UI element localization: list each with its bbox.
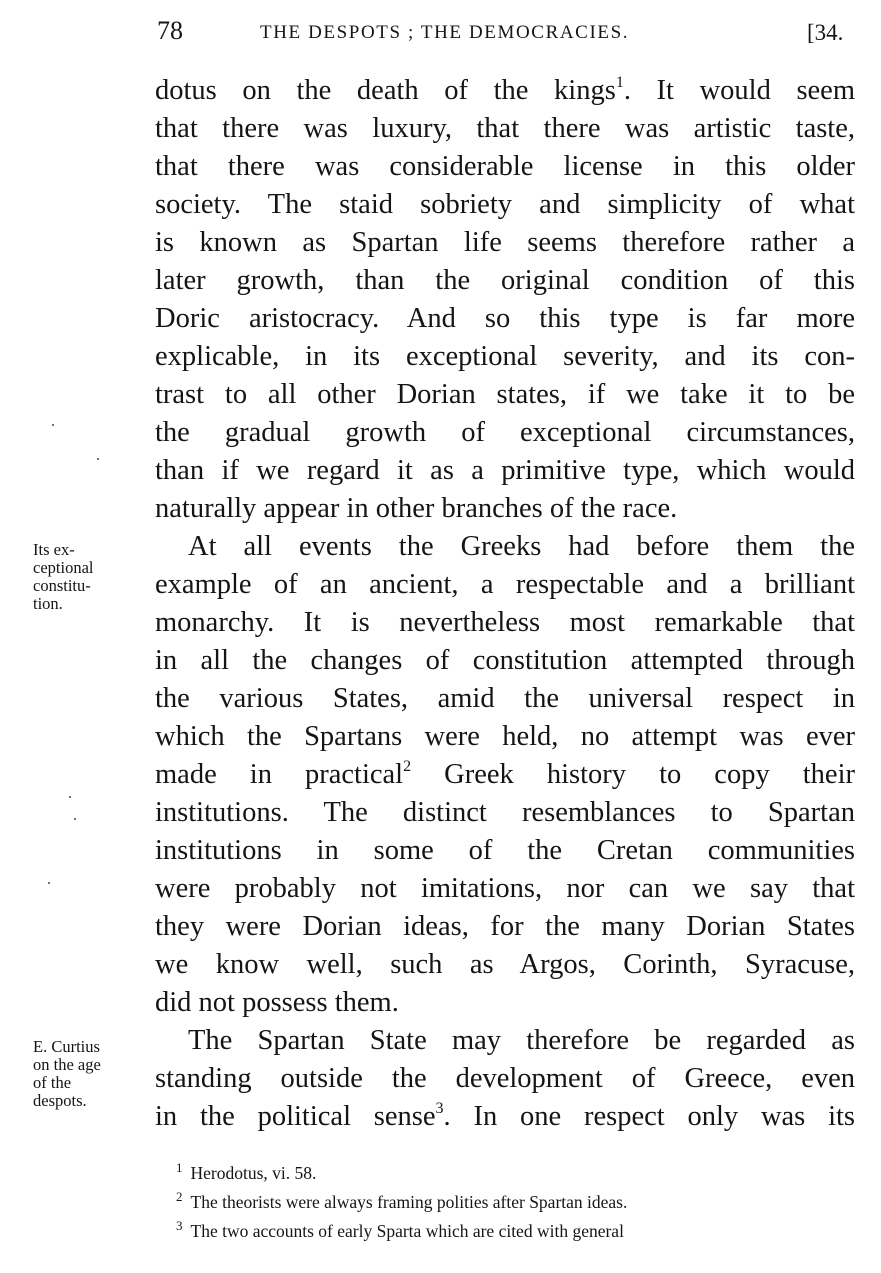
text-line: the gradual growth of exceptional circumstances, <box>155 417 855 448</box>
text-line: trast to all other Dorian states, if we take it to be <box>155 379 855 410</box>
print-speck <box>97 458 99 460</box>
footnote-ref-2: 2 <box>403 758 412 775</box>
text-line: society. The staid sobriety and simplicity of what <box>155 189 855 220</box>
text-line: dotus on the death of the kings$^1$. It would seem <box>155 74 855 106</box>
text-line: were probably not imitations, nor can we say that <box>155 873 855 904</box>
text-line: is known as Spartan life seems therefore rather a <box>155 227 855 258</box>
text-line: naturally appear in other branches of the race. <box>155 493 678 524</box>
text-line: that there was considerable license in this older <box>155 151 855 182</box>
running-header <box>155 14 860 48</box>
text-line: we know well, such as Argos, Corinth, Syracuse, <box>155 949 855 980</box>
page-number: 78 <box>157 16 183 45</box>
text-line: institutions in some of the Cretan communities <box>155 835 855 866</box>
side-note-exceptional-constitution: Its ex- ceptional constitu- tion. <box>33 540 94 613</box>
text-line: did not possess them. <box>155 987 399 1018</box>
side-note-curtius: E. Curtius on the age of the despots. <box>33 1037 101 1110</box>
footnotes <box>176 1159 856 1246</box>
text-line: the various States, amid the universal respect in <box>155 683 855 714</box>
text-line: than if we regard it as a primitive type, which would <box>155 455 855 486</box>
text-line: Doric aristocracy. And so this type is far more <box>155 303 855 334</box>
text-line: made in practical$^2$ Greek history to copy their <box>155 758 855 790</box>
text-line: which the Spartans were held, no attempt was ever <box>155 721 855 752</box>
text-line: explicable, in its exceptional severity, and its con- <box>155 341 855 372</box>
section-marker: [34. <box>807 20 844 45</box>
text-line: that there was luxury, that there was artistic taste, <box>155 113 855 144</box>
print-speck <box>52 424 54 426</box>
text-line: they were Dorian ideas, for the many Dorian States <box>155 911 855 942</box>
text-line: institutions. The distinct resemblances to Spartan <box>155 797 855 828</box>
print-speck <box>69 796 71 798</box>
text-line: At all events the Greeks had before them the <box>188 531 855 562</box>
footnote-ref-1: 1 <box>615 74 624 91</box>
footnote: $^2$ The theorists were always framing polities after Spartan ideas. <box>176 1189 628 1212</box>
body-text <box>155 72 855 1136</box>
text-line: The Spartan State may therefore be regarded as <box>188 1025 855 1056</box>
text-line: in the political sense$^3$. In one respect only was its <box>155 1100 855 1132</box>
running-title: THE DESPOTS ; THE DEMOCRACIES. <box>260 22 630 43</box>
footnote: $^3$ The two accounts of early Sparta which are cited with general <box>176 1218 624 1241</box>
text-line: example of an ancient, a respectable and a brilliant <box>155 569 855 600</box>
text-line: standing outside the development of Greece, even <box>155 1063 855 1094</box>
print-speck <box>48 882 50 884</box>
print-speck <box>74 818 76 820</box>
footnote: $^1$ Herodotus, vi. 58. <box>176 1160 317 1183</box>
text-line: later growth, than the original condition of this <box>155 265 855 296</box>
text-line: in all the changes of constitution attempted through <box>155 645 855 676</box>
footnote-ref-3: 3 <box>435 1100 444 1117</box>
text-line: monarchy. It is nevertheless most remarkable that <box>155 607 855 638</box>
